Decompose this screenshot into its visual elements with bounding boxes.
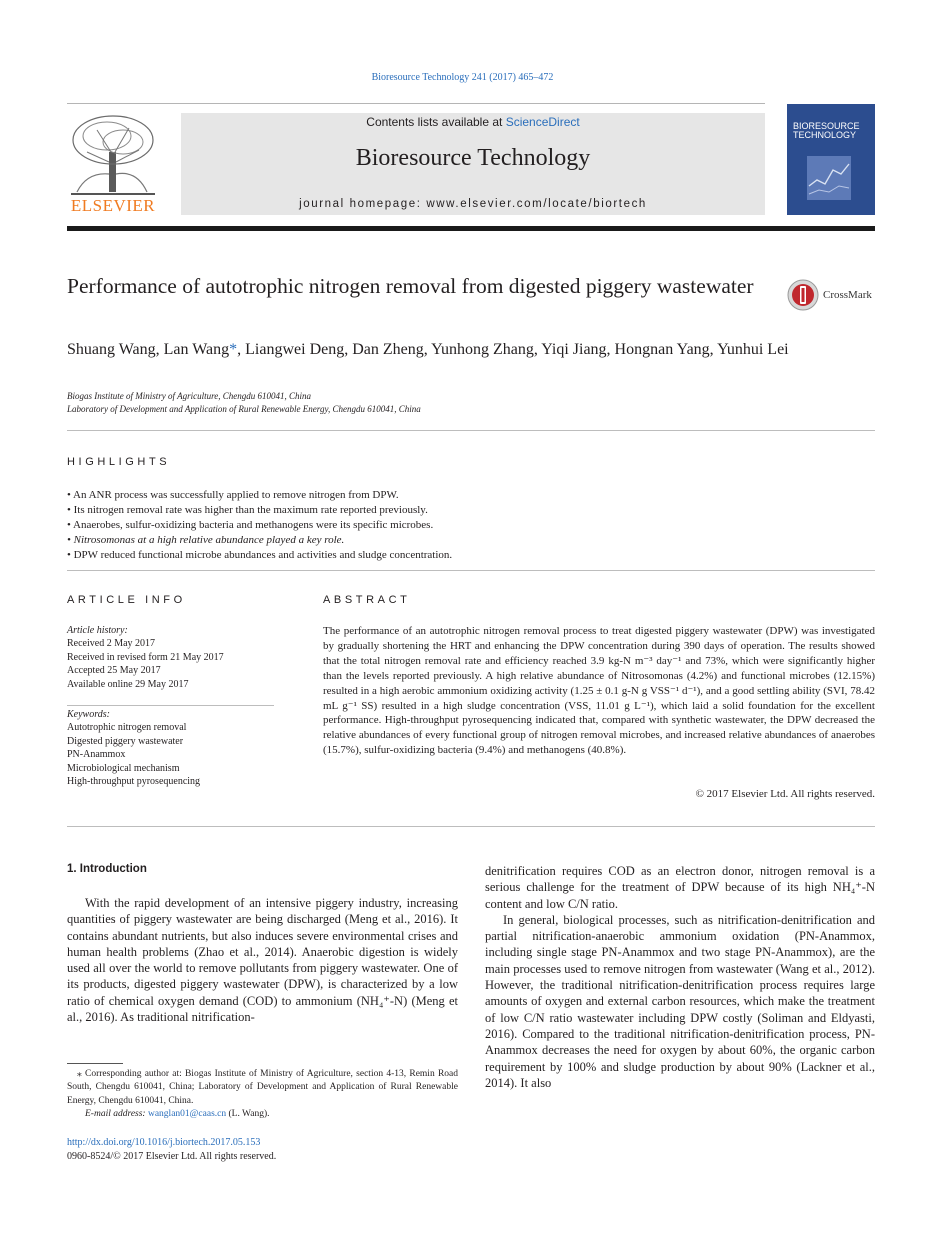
keyword: High-throughput pyrosequencing (67, 776, 201, 788)
introduction-heading: 1. Introduction (67, 863, 147, 875)
sciencedirect-link[interactable]: ScienceDirect (505, 115, 580, 129)
separator-rule (67, 570, 875, 571)
keyword: Digested piggery wastewater (67, 735, 184, 747)
info-rule (67, 705, 274, 706)
highlight-item: • DPW reduced functional microbe abundances and activities and sludge concentration. (67, 548, 875, 563)
intro-paragraph: With the rapid development of an intensive piggery industry, increasing quantities of piggery wastewater are being discharged (Meng et al., 2016). It contains abundant nutrients, but also induces severe environmental crises and human health problems (Zhao et al., 2014). Anaerobic digestion is widely used all over the world to remove pollutants from piggery wastewater. One of its products, digested piggery wastewater (DPW), is characterized by a low ratio of chemical oxygen demand (COD) to ammonium (NH₄⁺-N) (Meng et al., 2016). As traditional nitrification- (67, 896, 458, 1025)
journal-title: Bioresource Technology (355, 145, 591, 171)
issn-line: 0960-8524/© 2017 Elsevier Ltd. All rights reserved. (67, 1151, 277, 1162)
intro-left-column (67, 895, 458, 1025)
accepted-date: Accepted 25 May 2017 (67, 665, 161, 677)
highlight-item: • Its nitrogen removal rate was higher than the maximum rate reported previously. (67, 503, 875, 518)
separator-rule (67, 430, 875, 431)
received-date: Received 2 May 2017 (67, 638, 156, 650)
abstract-copyright: © 2017 Elsevier Ltd. All rights reserved. (695, 788, 875, 800)
journal-cover[interactable] (787, 104, 875, 215)
cover-graphic (807, 156, 851, 200)
cover-plot-icon (807, 156, 851, 200)
author-list (67, 340, 847, 360)
crossmark-label: CrossMark (823, 289, 872, 301)
online-date: Available online 29 May 2017 (67, 678, 189, 690)
affiliation-1: Biogas Institute of Ministry of Agriculture, Chengdu 610041, China (67, 391, 311, 401)
highlights-heading: HIGHLIGHTS (67, 456, 171, 468)
intro-right-column (485, 863, 875, 1091)
highlight-item: • Anaerobes, sulfur-oxidizing bacteria and methanogens were its specific microbes. (67, 518, 875, 533)
cover-title (793, 122, 860, 140)
journal-banner (181, 113, 765, 215)
elsevier-logo[interactable] (67, 112, 159, 216)
authors-part1: Shuang Wang, Lan Wang (67, 341, 230, 358)
doi-link[interactable]: http://dx.doi.org/10.1016/j.biortech.2017.05.153 (67, 1137, 261, 1148)
keywords-label: Keywords: (67, 709, 110, 720)
crossmark-icon (787, 279, 819, 311)
article-history (67, 624, 275, 691)
header-thick-rule (67, 226, 875, 231)
corresponding-author-marker[interactable]: * (229, 341, 238, 358)
intro-paragraph: denitrification requires COD as an electron donor, nitrogen removal is a serious challenge for the treatment of DPW because of its high NH₄⁺-N content and low C/N ratio. (485, 864, 875, 911)
email-link[interactable]: wanglan01@caas.cn (147, 1109, 227, 1120)
abstract-text: The performance of an autotrophic nitrogen removal process to treat digested piggery wastewater (DPW) was investigated by gradually shortening the HRT and enhancing the DPW concentration during 390 days of operation. The results showed that the total nitrogen removal rate and efficiency reached 3.9 kg-N m⁻³ day⁻¹ and 73%, which were significantly higher than the levels reported previously. A high relative abundance of Nitrosomonas (4.2%) and functional microbes (12.15%) resulted in a high aerobic ammonium oxidizing activity (1.25 ± 0.1 g-N g VSS⁻¹ d⁻¹), and a good settling ability (SVI, 78.42 mL g⁻¹ SS) resulted in a high sludge concentration (VSS, 11.01 g L⁻¹), which laid a solid foundation for the excellent performance. High-throughput pyrosequencing indicated that, compared with synthetic wastewater, the DPW decreased the relative abundances of every functional group of nitrogen removal microbes, and increased relative abundances of anaerobes (15.7%), sulfur-oxidizing bacteria (9.4%) and methanogens (40.8%). (323, 625, 875, 757)
highlights-list (67, 488, 875, 563)
keyword: Autotrophic nitrogen removal (67, 722, 187, 734)
keywords-block (67, 708, 275, 788)
intro-paragraph: In general, biological processes, such as nitrification-denitrification and partial nitrification-anaerobic ammonium oxidation (PN-Anammox, including single stage PN-Anammox and two stage PN-Anammox), are the main processes used to remove nitrogen from wastewater (Wang et al., 2012). However, the traditional nitrification-denitrification process requires large amounts of oxygen and external carbon resources, which make the treatment of low C/N ratio wastewater including DPW costly (Soliman and Eldyasti, 2016). Compared to the traditional nitrification-denitrification process, PN-Anammox decreases the need for oxygen by about 60%, the organic carbon requirement by 100% and sludge production by about 90% (Lackner et al., 2014). It also (485, 912, 875, 1090)
affiliation-2: Laboratory of Development and Application of Rural Renewable Energy, Chengdu 610041, China (67, 404, 421, 414)
authors-part2: , Liangwei Deng, Dan Zheng, Yunhong Zhang, Yiqi Jiang, Hongnan Yang, Yunhui Lei (237, 341, 789, 358)
contents-prefix: Contents lists available at (366, 115, 506, 129)
highlight-item: • An ANR process was successfully applied to remove nitrogen from DPW. (67, 488, 875, 503)
keyword: Microbiological mechanism (67, 762, 180, 774)
elsevier-wordmark: ELSEVIER (70, 196, 156, 215)
email-suffix: (L. Wang). (226, 1109, 270, 1120)
footnote-rule (67, 1063, 123, 1064)
corresponding-footnote (67, 1068, 458, 1122)
contents-line (181, 115, 765, 129)
article-info-heading: ARTICLE INFO (67, 594, 186, 606)
journal-homepage[interactable]: journal homepage: www.elsevier.com/locate/biortech (299, 198, 647, 210)
header-rule (67, 103, 765, 104)
tree-icon (67, 112, 159, 196)
cover-title-line2: TECHNOLOGY (793, 130, 857, 140)
journal-citation[interactable]: Bioresource Technology 241 (2017) 465–472 (371, 72, 554, 83)
corresponding-note: ⁎ Corresponding author at: Biogas Institute of Ministry of Agriculture, section 4-13, Remin Road South, Chengdu 610041, China; Laboratory of Development and Application of Rural Renewable Energy, Chengdu 610041, China. (67, 1069, 458, 1106)
doi-block (67, 1136, 276, 1164)
article-title: Performance of autotrophic nitrogen removal from digested piggery wastewater (67, 274, 754, 298)
cover-title-line1: BIORESOURCE (793, 121, 860, 131)
email-label: E-mail address: (85, 1109, 148, 1120)
separator-rule (67, 826, 875, 827)
history-label: Article history: (67, 625, 128, 636)
crossmark-badge[interactable] (787, 279, 877, 311)
revised-date: Received in revised form 21 May 2017 (67, 651, 224, 663)
highlight-item: • Nitrosomonas at a high relative abundance played a key role. (67, 533, 875, 548)
email-line (67, 1108, 458, 1121)
abstract-heading: ABSTRACT (323, 594, 411, 606)
keyword: PN-Anammox (67, 749, 126, 761)
